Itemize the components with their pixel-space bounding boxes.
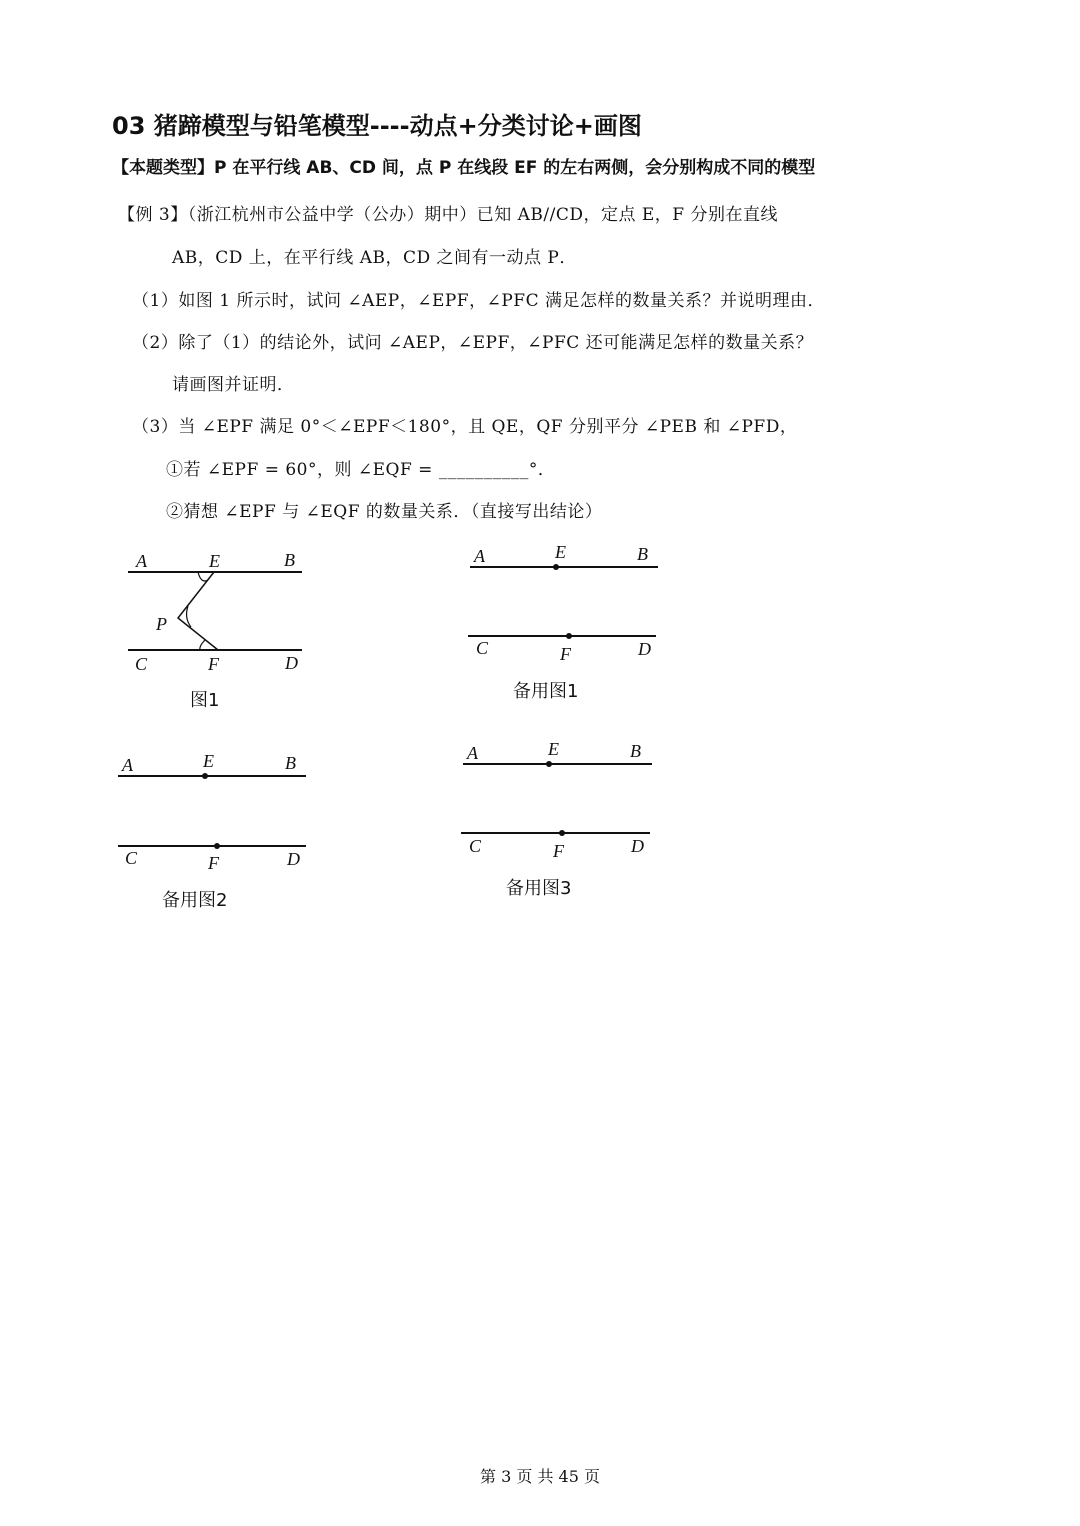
fig1-label-f: F [208, 654, 219, 674]
question-3-part-2: ②猜想 ∠EPF 与 ∠EQF 的数量关系．（直接写出结论） [166, 502, 603, 522]
fig1-label-d: D [285, 653, 298, 673]
spare1-label-e: E [555, 542, 566, 562]
spare3-point-f [559, 830, 565, 836]
question-2-a: （2）除了（1）的结论外，试问 ∠AEP，∠EPF，∠PFC 还可能满足怎样的数量关系？ [132, 333, 814, 353]
spare2-label-b: B [285, 753, 296, 773]
spare-figure-3 [461, 739, 652, 899]
spare3-label-a: A [467, 743, 478, 763]
spare1-caption: 备用图1 [513, 681, 579, 702]
figure-1-group [128, 550, 302, 711]
spare3-label-f: F [553, 841, 564, 861]
spare3-label-b: B [630, 741, 641, 761]
spare2-label-a: A [122, 755, 133, 775]
problem-line-2: AB，CD 上，在平行线 AB，CD 之间有一动点 P． [172, 248, 577, 268]
spare3-caption: 备用图3 [506, 878, 572, 899]
fig1-label-c: C [135, 654, 148, 674]
spare3-label-e: E [548, 739, 559, 759]
spare2-label-d: D [287, 849, 300, 869]
fig1-label-p: P [156, 614, 167, 634]
fig1-caption: 图1 [190, 690, 220, 711]
spare-figure-2 [118, 751, 306, 911]
spare3-label-c: C [469, 836, 482, 856]
spare1-label-b: B [637, 544, 648, 564]
spare1-label-f: F [560, 644, 571, 664]
spare2-point-e [202, 773, 208, 779]
spare1-label-c: C [476, 638, 489, 658]
fig1-segment-epf [178, 572, 218, 650]
spare2-label-c: C [125, 848, 138, 868]
spare1-label-a: A [474, 546, 485, 566]
question-3: （3）当 ∠EPF 满足 0°＜∠EPF＜180°，且 QE，QF 分别平分 ∠PEB 和 ∠PFD， [132, 417, 798, 437]
spare1-point-e [553, 564, 559, 570]
fig1-angle-arc-e [198, 572, 208, 581]
problem-line-1: 【例 3】（浙江杭州市公益中学（公办）期中）已知 AB//CD，定点 E，F 分别在直线 [118, 205, 778, 225]
page-title: 03 猪蹄模型与铅笔模型----动点+分类讨论+画图 [112, 112, 642, 140]
fig1-angle-arc-p [187, 606, 191, 627]
fig1-label-a: A [136, 551, 147, 571]
spare3-label-d: D [631, 836, 644, 856]
page-footer: 第 3 页 共 45 页 [480, 1467, 600, 1486]
spare2-label-f: F [208, 853, 219, 873]
question-1: （1）如图 1 所示时，试问 ∠AEP，∠EPF，∠PFC 满足怎样的数量关系？并说明理由． [132, 291, 825, 311]
spare1-label-d: D [638, 639, 651, 659]
fig1-angle-arc-f [200, 640, 205, 650]
spare2-label-e: E [203, 751, 214, 771]
problem-type-line: 【本题类型】P 在平行线 AB、CD 间，点 P 在线段 EF 的左右两侧，会分别构成不同的模型 [112, 158, 816, 178]
spare1-point-f [566, 633, 572, 639]
spare2-point-f [214, 843, 220, 849]
question-3-part-1: ①若 ∠EPF = 60°，则 ∠EQF = __________°． [166, 460, 556, 480]
spare-figure-1 [468, 542, 658, 702]
spare2-caption: 备用图2 [162, 890, 228, 911]
spare3-point-e [546, 761, 552, 767]
fig1-label-b: B [284, 550, 295, 570]
fig1-label-e: E [209, 551, 220, 571]
question-2-b: 请画图并证明． [172, 375, 295, 395]
